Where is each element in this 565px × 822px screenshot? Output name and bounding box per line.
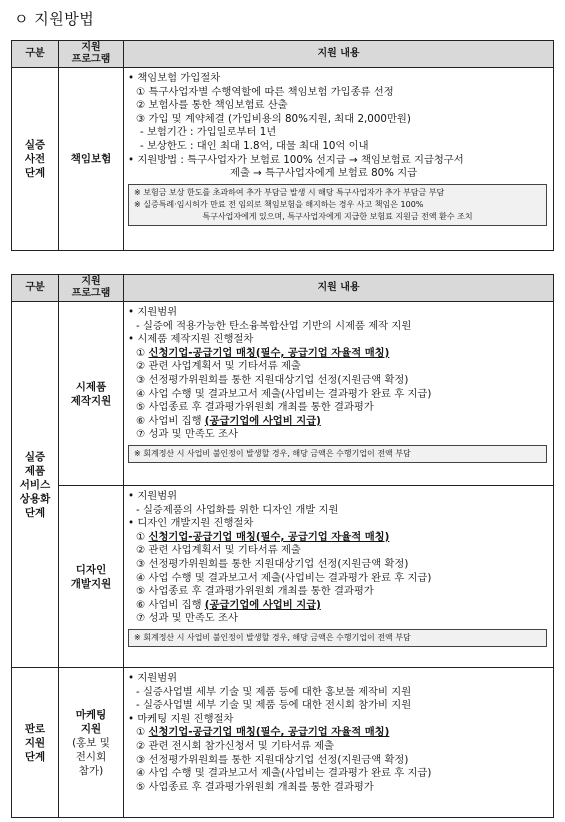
content-cell: • 지원범위 - 실증사업별 세부 기술 및 제품 등에 대한 홍보물 제작비 지원 - 실증사업별 세부 기술 및 제품 등에 대한 전시회 참가비 지원 • 마케팅 지원 진행절차 ① 신청기업-공급기업 매칭(필수, 공급기업 자율적 매칭) ② 관련 전시회 참가신청서 및 기타서류 제출 ③ 선정평가위원회를 통한 지원대상기업 선정(지원금액 확정) ④ 사업 수행 및 결과보고서 제출(사업비는 결과평가 완료 후 지급) ⑤ 사업종료 후 결과평가위원회 개최를 통한 결과평가 <box>124 668 554 818</box>
stage-cell: 실증 제품 서비스 상용화 단계 <box>12 302 59 668</box>
section-title: ㅇ 지원방법 <box>14 10 95 28</box>
content-cell: • 책임보험 가입절차 ① 특구사업자별 수행역할에 따른 책임보험 가입종류 선정 ② 보험사를 통한 책임보험료 산출 ③ 가입 및 계약체결 (가입비용의 80%지원, 최대 2,000만원) - 보험기간 : 가입일로부터 1년 - 보상한도 : 대인 최대 1.8억, 대물 최대 10억 이내 • 지원방법 : 특구사업자가 보험료 100% 선지급 → 책임보험료 지급청구서 제출 → 특구사업자에게 보험료 80% 지급 ※ 보험금 보상 한도를 초과하여 추가 부담금 발생 시 해당 특구사업자가 추가 부담금 부담 ※ 실증특례·임시허가 만료 전 임의로 책임보험을 해지하는 경우 사고 책임은 100% 특구사업자에게 있으며, 특구사업자에게 지급한 보험료 지원금 전액 환수 조치 <box>124 68 554 251</box>
header-category: 구분 <box>12 275 59 302</box>
header-program: 지원 프로그램 <box>59 275 124 302</box>
stage-cell: 실증 사전 단계 <box>12 68 59 251</box>
note-box: ※ 보험금 보상 한도를 초과하여 추가 부담금 발생 시 해당 특구사업자가 추가 부담금 부담 ※ 실증특례·임시허가 만료 전 임의로 책임보험을 해지하는 경우 사고 책임은 100% 특구사업자에게 있으며, 특구사업자에게 지급한 보험료 지원금 전액 환수 조치 <box>128 184 547 226</box>
note-box: ※ 회계정산 시 사업비 불인정이 발생할 경우, 해당 금액은 수행기업이 전액 부담 <box>128 629 547 647</box>
content-cell: • 지원범위 - 실증제품의 사업화를 위한 디자인 개발 지원 • 디자인 개발지원 진행절차 ① 신청기업-공급기업 매칭(필수, 공급기업 자율적 매칭) ② 관련 사업계획서 및 기타서류 제출 ③ 선정평가위원회를 통한 지원대상기업 선정(지원금액 확정) ④ 사업 수행 및 결과보고서 제출(사업비는 결과평가 완료 후 지급) ⑤ 사업종료 후 결과평가위원회 개최를 통한 결과평가 ⑥ 사업비 집행 (공급기업에 사업비 지급) ⑦ 성과 및 만족도 조사 ※ 회계정산 시 사업비 불인정이 발생할 경우, 해당 금액은 수행기업이 전액 부담 <box>124 486 554 668</box>
header-content: 지원 내용 <box>124 275 554 302</box>
header-program: 지원 프로그램 <box>59 41 124 68</box>
header-category: 구분 <box>12 41 59 68</box>
program-cell: 마케팅 지원 (홍보 및 전시회 참가) <box>59 668 124 818</box>
program-cell: 디자인 개발지원 <box>59 486 124 668</box>
program-cell: 시제품 제작지원 <box>59 302 124 486</box>
note-box: ※ 회계정산 시 사업비 불인정이 발생할 경우, 해당 금액은 수행기업이 전액 부담 <box>128 445 547 463</box>
table-2 <box>11 274 554 818</box>
program-cell: 책임보험 <box>59 68 124 251</box>
table-1 <box>11 40 554 251</box>
stage-cell: 판로 지원 단계 <box>12 668 59 818</box>
header-content: 지원 내용 <box>124 41 554 68</box>
content-cell: • 지원범위 - 실증에 적용가능한 탄소융복합산업 기반의 시제품 제작 지원 • 시제품 제작지원 진행절차 ① 신청기업-공급기업 매칭(필수, 공급기업 자율적 매칭) ② 관련 사업계획서 및 기타서류 제출 ③ 선정평가위원회를 통한 지원대상기업 선정(지원금액 확정) ④ 사업 수행 및 결과보고서 제출(사업비는 결과평가 완료 후 지급) ⑤ 사업종료 후 결과평가위원회 개최를 통한 결과평가 ⑥ 사업비 집행 (공급기업에 사업비 지급) ⑦ 성과 및 만족도 조사 ※ 회계정산 시 사업비 불인정이 발생할 경우, 해당 금액은 수행기업이 전액 부담 <box>124 302 554 486</box>
